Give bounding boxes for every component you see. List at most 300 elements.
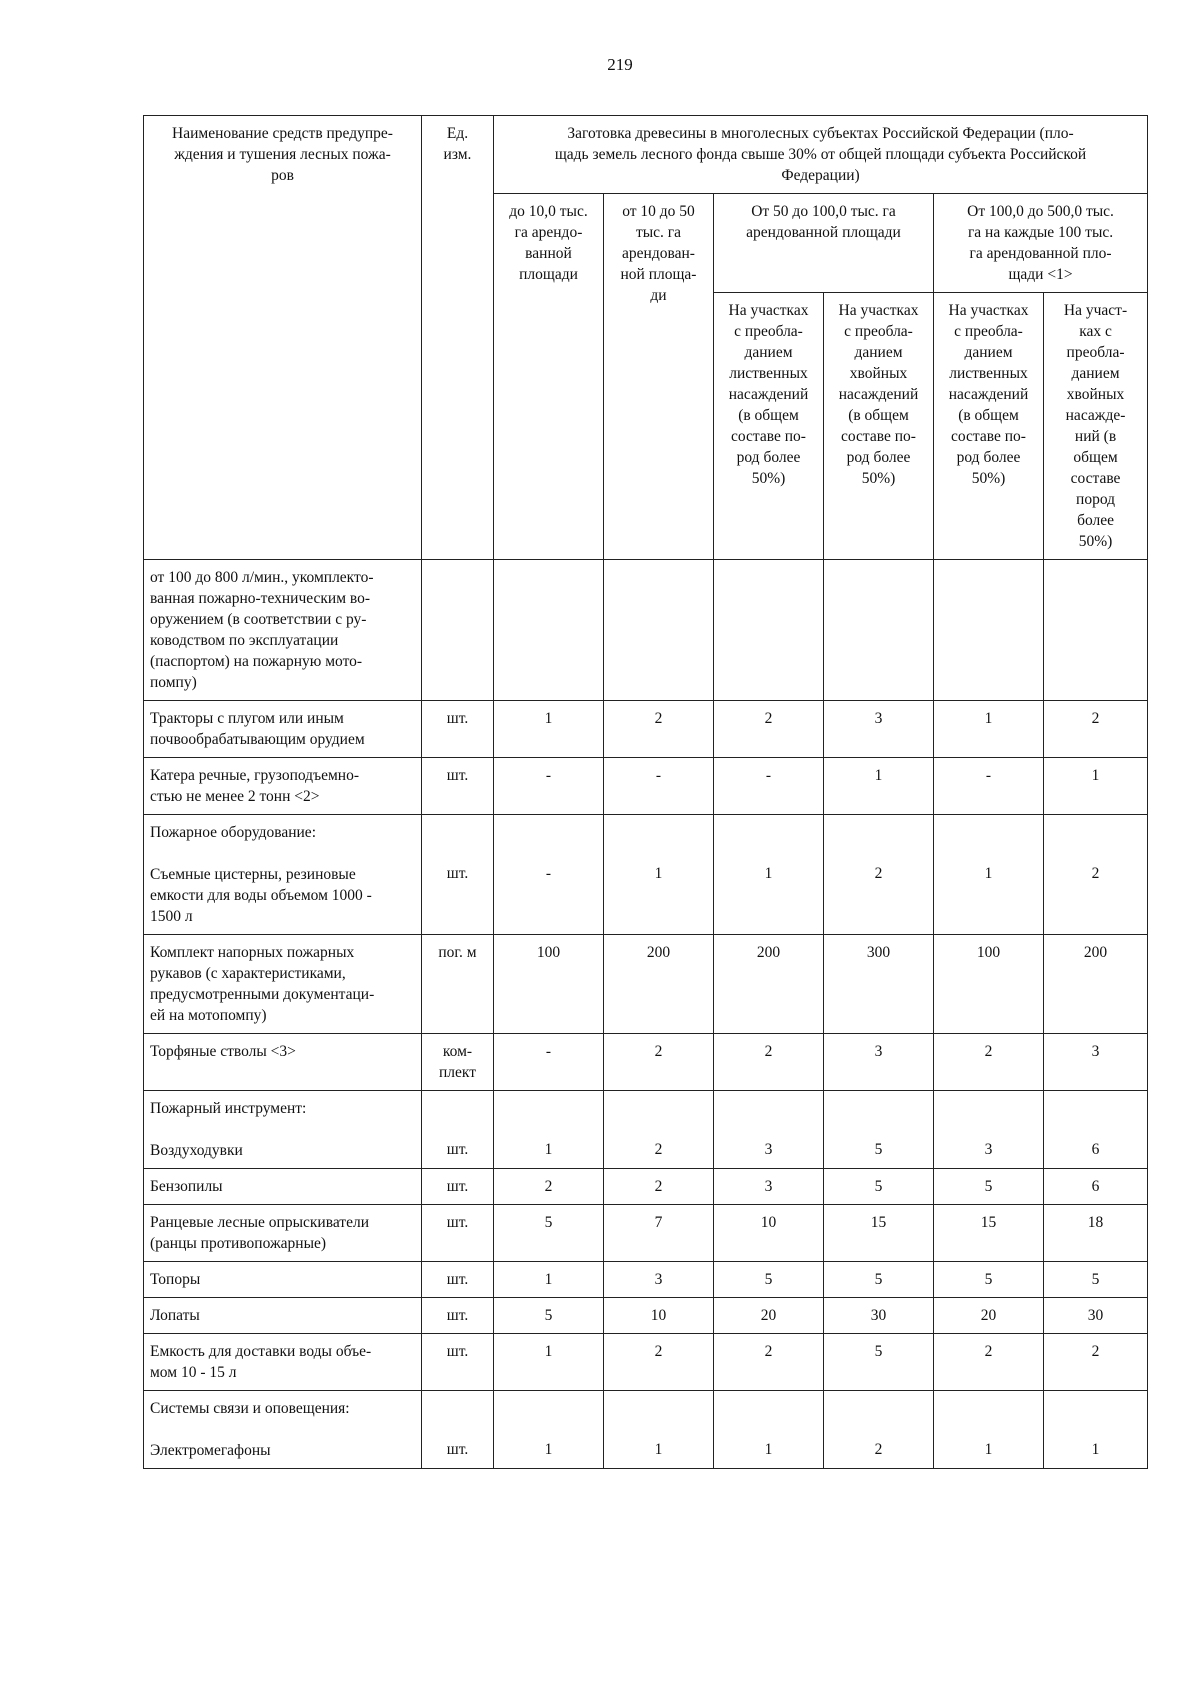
row-name-text: [150, 864, 415, 927]
value-text: [1050, 1212, 1141, 1233]
text-line: 1: [1091, 1441, 1100, 1458]
section-gap: [150, 843, 415, 864]
text-line: с преобла-: [844, 323, 913, 340]
text-line: щади <1>: [1008, 266, 1073, 283]
row-value: [494, 1334, 604, 1391]
row-value: [494, 935, 604, 1034]
text-line: с преобла-: [954, 323, 1023, 340]
row-value: [1044, 1391, 1148, 1469]
text-line: (в общем: [958, 407, 1019, 424]
text-line: тыс. га: [635, 224, 682, 241]
value-text: [610, 1212, 707, 1233]
value-text: [830, 1139, 927, 1160]
row-value: [934, 1169, 1044, 1205]
row-value: [934, 1298, 1044, 1334]
text-line: На участках: [728, 302, 809, 319]
row-name-text: [150, 1212, 415, 1254]
text-line: -: [985, 767, 992, 784]
text-line: 5: [874, 1141, 883, 1158]
value-text: [830, 1439, 927, 1460]
section-spacer: [610, 1398, 707, 1439]
text-line: 1: [984, 865, 993, 882]
text-line: 2: [654, 710, 663, 727]
table-body: [144, 560, 1148, 1469]
value-text: [610, 1341, 707, 1362]
text-line: 1: [764, 1441, 773, 1458]
text-line: 6: [1091, 1141, 1100, 1158]
value-text: [1050, 1176, 1141, 1197]
row-value: [934, 1334, 1044, 1391]
text-line: шт.: [446, 767, 469, 784]
row-unit: [422, 1262, 494, 1298]
row-name-text: [150, 1140, 415, 1161]
text-line: общем: [1073, 449, 1118, 466]
section-spacer: [610, 1098, 707, 1139]
text-line: стью не менее 2 тонн <2>: [150, 788, 320, 805]
text-line: почвообрабатывающим орудием: [150, 731, 365, 748]
row-value: [714, 1391, 824, 1469]
text-line: (в общем: [848, 407, 909, 424]
unit-text: [428, 1041, 487, 1083]
row-value: [604, 1169, 714, 1205]
row-value: [824, 935, 934, 1034]
text-line: шт.: [446, 1141, 469, 1158]
value-text: [610, 1041, 707, 1062]
value-text: [610, 942, 707, 963]
value-text: [720, 1176, 817, 1197]
text-line: плект: [438, 1064, 476, 1081]
value-text: [720, 1041, 817, 1062]
text-line: 2: [874, 1441, 883, 1458]
text-line: данием: [964, 344, 1013, 361]
value-text: [940, 567, 1037, 588]
row-value: [494, 1205, 604, 1262]
text-line: Топоры: [150, 1271, 201, 1288]
text-line: емкости для воды объемом 1000 -: [150, 887, 372, 904]
text-line: 1: [654, 1441, 663, 1458]
value-text: [830, 1341, 927, 1362]
row-unit: [422, 1298, 494, 1334]
row-name: [144, 1334, 422, 1391]
text-line: арендованной площади: [746, 224, 901, 241]
section-title: Системы связи и оповещения:: [150, 1400, 350, 1417]
text-line: насаждений: [838, 386, 919, 403]
page-number: 219: [607, 55, 633, 74]
text-line: На участ-: [1063, 302, 1128, 319]
row-name: [144, 1091, 422, 1169]
table-row: [144, 1262, 1148, 1298]
text-line: 2: [1091, 1343, 1100, 1360]
value-text: [610, 1269, 707, 1290]
value-text: [500, 1439, 597, 1460]
row-value: [824, 1334, 934, 1391]
text-line: данием: [1071, 365, 1120, 382]
row-value: [714, 1298, 824, 1334]
value-text: [1050, 942, 1141, 963]
table-row: [144, 1391, 1148, 1469]
text-line: 1: [544, 710, 553, 727]
value-text: [940, 863, 1037, 884]
text-line: На участках: [948, 302, 1029, 319]
text-line: 3: [874, 710, 883, 727]
value-text: [1050, 1439, 1141, 1460]
text-line: насаждений: [948, 386, 1029, 403]
value-text: [830, 1305, 927, 1326]
row-unit: [422, 1391, 494, 1469]
text-line: ководством по эксплуатации: [150, 632, 339, 649]
text-line: ров: [271, 167, 294, 184]
text-line: род более: [956, 449, 1021, 466]
row-value: [604, 935, 714, 1034]
value-text: [720, 708, 817, 729]
row-value: [494, 560, 604, 701]
section-spacer: [720, 822, 817, 863]
value-text: [720, 1139, 817, 1160]
row-name-text: [150, 942, 415, 1026]
value-text: [500, 708, 597, 729]
text-line: хвойных: [849, 365, 908, 382]
row-value: [1044, 1298, 1148, 1334]
value-text: [500, 1269, 597, 1290]
text-line: 50%): [971, 470, 1006, 487]
text-line: (паспортом) на пожарную мото-: [150, 653, 363, 670]
text-line: насажде-: [1065, 407, 1126, 424]
text-line: хвойных: [1066, 386, 1125, 403]
row-value: [824, 1091, 934, 1169]
header-group-title: [494, 116, 1148, 194]
text-line: [1050, 567, 1141, 588]
text-line: 15: [980, 1214, 997, 1231]
text-line: шт.: [446, 865, 469, 882]
row-value: [714, 1091, 824, 1169]
value-text: [500, 863, 597, 884]
value-text: [940, 765, 1037, 786]
text-line: Ранцевые лесные опрыскиватели: [150, 1214, 369, 1231]
text-line: Емкость для доставки воды объе-: [150, 1343, 372, 1360]
text-line: [610, 567, 707, 588]
row-name-text: [150, 1176, 415, 1197]
text-line: род более: [736, 449, 801, 466]
text-line: Тракторы с плугом или иным: [150, 710, 344, 727]
text-line: 18: [1087, 1214, 1104, 1231]
text-line: -: [655, 767, 662, 784]
text-line: 1: [984, 1441, 993, 1458]
row-name-text: [150, 1041, 415, 1062]
section-spacer: [1050, 822, 1141, 863]
text-line: изм.: [443, 146, 472, 163]
header-sub-3a: [714, 293, 824, 560]
text-line: ванная пожарно-техническим во-: [150, 590, 371, 607]
row-value: [824, 758, 934, 815]
text-line: Электромегафоны: [150, 1442, 271, 1459]
text-line: 10: [650, 1307, 667, 1324]
text-line: ей на мотопомпу): [150, 1007, 267, 1024]
row-value: [1044, 1169, 1148, 1205]
text-line: данием: [744, 344, 793, 361]
header-name: [144, 116, 422, 560]
value-text: [940, 1439, 1037, 1460]
value-text: [830, 1212, 927, 1233]
text-line: преобла-: [1066, 344, 1125, 361]
text-line: до 10,0 тыс.: [509, 203, 588, 220]
text-line: 5: [544, 1307, 553, 1324]
row-name-text: [150, 1305, 415, 1326]
text-line: (ранцы противопожарные): [150, 1235, 327, 1252]
header-sub-3b: [824, 293, 934, 560]
row-unit: [422, 1205, 494, 1262]
row-value: [714, 935, 824, 1034]
text-line: арендован-: [622, 245, 695, 262]
row-unit: [422, 815, 494, 935]
text-line: 2: [1091, 710, 1100, 727]
row-value: [1044, 1034, 1148, 1091]
text-line: От 50 до 100,0 тыс. га: [751, 203, 896, 220]
row-name: [144, 935, 422, 1034]
row-value: [494, 1034, 604, 1091]
text-line: 5: [874, 1178, 883, 1195]
text-line: 2: [654, 1178, 663, 1195]
text-line: более: [1077, 512, 1114, 529]
text-line: 2: [764, 1343, 773, 1360]
row-value: [604, 1391, 714, 1469]
text-line: 5: [874, 1343, 883, 1360]
text-line: 2: [764, 710, 773, 727]
equipment-table: [143, 115, 1148, 1469]
unit-text: [428, 708, 487, 729]
value-text: [940, 1341, 1037, 1362]
text-line: 30: [1087, 1307, 1104, 1324]
text-line: 5: [1091, 1271, 1100, 1288]
row-value: [824, 1034, 934, 1091]
unit-text: [428, 1139, 487, 1160]
row-value: [1044, 560, 1148, 701]
value-text: [720, 1439, 817, 1460]
text-line: 3: [1091, 1043, 1100, 1060]
value-text: [500, 567, 597, 588]
row-value: [824, 560, 934, 701]
value-text: [720, 942, 817, 963]
value-text: [1050, 1139, 1141, 1160]
row-name-text: [150, 567, 415, 693]
section-spacer: [940, 1398, 1037, 1439]
text-line: 1: [654, 865, 663, 882]
section-spacer: [1050, 1398, 1141, 1439]
value-text: [830, 765, 927, 786]
text-line: ком-: [442, 1043, 473, 1060]
section-title: Пожарный инструмент:: [150, 1100, 307, 1117]
row-value: [494, 1298, 604, 1334]
row-unit: [422, 758, 494, 815]
table-row: [144, 560, 1148, 701]
unit-text: [428, 1439, 487, 1460]
text-line: Воздуходувки: [150, 1142, 243, 1159]
text-line: 1500 л: [150, 908, 193, 925]
value-text: [1050, 1269, 1141, 1290]
text-line: 300: [866, 944, 891, 961]
table-row: [144, 701, 1148, 758]
text-line: 50%): [861, 470, 896, 487]
text-line: 1: [544, 1343, 553, 1360]
unit-text: [428, 1341, 487, 1362]
text-line: 3: [984, 1141, 993, 1158]
text-line: 200: [1083, 944, 1108, 961]
text-line: шт.: [446, 1307, 469, 1324]
section-spacer: [830, 1398, 927, 1439]
row-value: [714, 815, 824, 935]
section-spacer: [500, 1398, 597, 1439]
text-line: шт.: [446, 1214, 469, 1231]
text-line: род более: [846, 449, 911, 466]
text-line: Комплект напорных пожарных: [150, 944, 355, 961]
row-value: [1044, 1334, 1148, 1391]
table-row: [144, 1091, 1148, 1169]
table-row: [144, 1334, 1148, 1391]
row-value: [934, 1034, 1044, 1091]
value-text: [1050, 708, 1141, 729]
text-line: (в общем: [738, 407, 799, 424]
table-row: [144, 1034, 1148, 1091]
text-line: составе: [1070, 470, 1121, 487]
row-unit: [422, 1034, 494, 1091]
value-text: [940, 708, 1037, 729]
value-text: [610, 567, 707, 588]
text-line: ний (в: [1074, 428, 1117, 445]
text-line: 30: [870, 1307, 887, 1324]
row-name: [144, 1205, 422, 1262]
table-header: [144, 116, 1148, 560]
unit-text: [428, 1212, 487, 1233]
text-line: [428, 567, 487, 588]
table-row: [144, 1205, 1148, 1262]
row-unit: [422, 1091, 494, 1169]
text-line: га на каждые 100 тыс.: [967, 224, 1114, 241]
text-line: 5: [544, 1214, 553, 1231]
row-value: [494, 1262, 604, 1298]
text-line: 6: [1091, 1178, 1100, 1195]
value-text: [940, 1041, 1037, 1062]
text-line: помпу): [150, 674, 197, 691]
table-row: [144, 758, 1148, 815]
text-line: пог. м: [438, 944, 477, 961]
unit-text: [428, 567, 487, 588]
header-sub-2: [604, 194, 714, 560]
row-value: [934, 560, 1044, 701]
value-text: [1050, 567, 1141, 588]
text-line: га арендованной пло-: [969, 245, 1112, 262]
text-line: от 10 до 50: [622, 203, 695, 220]
row-value: [714, 1334, 824, 1391]
value-text: [500, 1139, 597, 1160]
section-spacer: [428, 1398, 487, 1439]
row-value: [604, 1205, 714, 1262]
value-text: [1050, 863, 1141, 884]
text-line: 1: [764, 865, 773, 882]
value-text: [720, 1269, 817, 1290]
row-value: [1044, 758, 1148, 815]
text-line: составе по-: [731, 428, 806, 445]
value-text: [500, 1341, 597, 1362]
value-text: [830, 1041, 927, 1062]
value-text: [830, 863, 927, 884]
table-row: [144, 1298, 1148, 1334]
text-line: 20: [760, 1307, 777, 1324]
text-line: пород: [1076, 491, 1116, 508]
row-value: [604, 815, 714, 935]
text-line: [720, 567, 817, 588]
value-text: [610, 863, 707, 884]
text-line: 2: [654, 1343, 663, 1360]
row-value: [934, 1262, 1044, 1298]
section-spacer: [830, 822, 927, 863]
text-line: га арендо-: [514, 224, 583, 241]
row-name: [144, 1034, 422, 1091]
section-spacer: [940, 822, 1037, 863]
text-line: мом 10 - 15 л: [150, 1364, 237, 1381]
unit-text: [428, 1176, 487, 1197]
row-name: [144, 1298, 422, 1334]
row-value: [824, 1298, 934, 1334]
row-value: [934, 701, 1044, 758]
value-text: [610, 1139, 707, 1160]
text-line: 200: [646, 944, 671, 961]
row-name: [144, 560, 422, 701]
table-row: [144, 1169, 1148, 1205]
text-line: 3: [764, 1178, 773, 1195]
text-line: 100: [976, 944, 1001, 961]
text-line: Заготовка древесины в многолесных субъектах Российской Федерации (пло-: [567, 125, 1074, 142]
row-value: [494, 701, 604, 758]
text-line: шт.: [446, 1271, 469, 1288]
row-value: [1044, 1205, 1148, 1262]
row-value: [494, 1091, 604, 1169]
row-value: [494, 758, 604, 815]
row-name: [144, 1169, 422, 1205]
row-value: [714, 560, 824, 701]
row-value: [494, 815, 604, 935]
row-value: [824, 1391, 934, 1469]
header-sub-4a: [934, 293, 1044, 560]
value-text: [500, 1305, 597, 1326]
row-name-text: [150, 1341, 415, 1383]
text-line: 2: [654, 1043, 663, 1060]
section-spacer: [830, 1098, 927, 1139]
text-line: Катера речные, грузоподъемно-: [150, 767, 359, 784]
text-line: -: [545, 767, 552, 784]
text-line: от 100 до 800 л/мин., укомплекто-: [150, 569, 374, 586]
value-text: [940, 1212, 1037, 1233]
value-text: [1050, 1041, 1141, 1062]
row-name-text: [150, 1269, 415, 1290]
row-value: [714, 758, 824, 815]
text-line: 2: [984, 1043, 993, 1060]
text-line: 2: [544, 1178, 553, 1195]
row-name-text: [150, 765, 415, 807]
row-value: [714, 1205, 824, 1262]
text-line: Наименование средств предупре-: [172, 125, 393, 142]
text-line: 1: [874, 767, 883, 784]
row-value: [934, 1391, 1044, 1469]
text-line: ждения и тушения лесных пожа-: [174, 146, 391, 163]
row-value: [714, 1262, 824, 1298]
text-line: Федерации): [781, 167, 860, 184]
text-line: 2: [764, 1043, 773, 1060]
value-text: [720, 567, 817, 588]
text-line: с преобла-: [734, 323, 803, 340]
value-text: [720, 765, 817, 786]
row-unit: [422, 701, 494, 758]
row-unit: [422, 560, 494, 701]
row-name: [144, 1391, 422, 1469]
